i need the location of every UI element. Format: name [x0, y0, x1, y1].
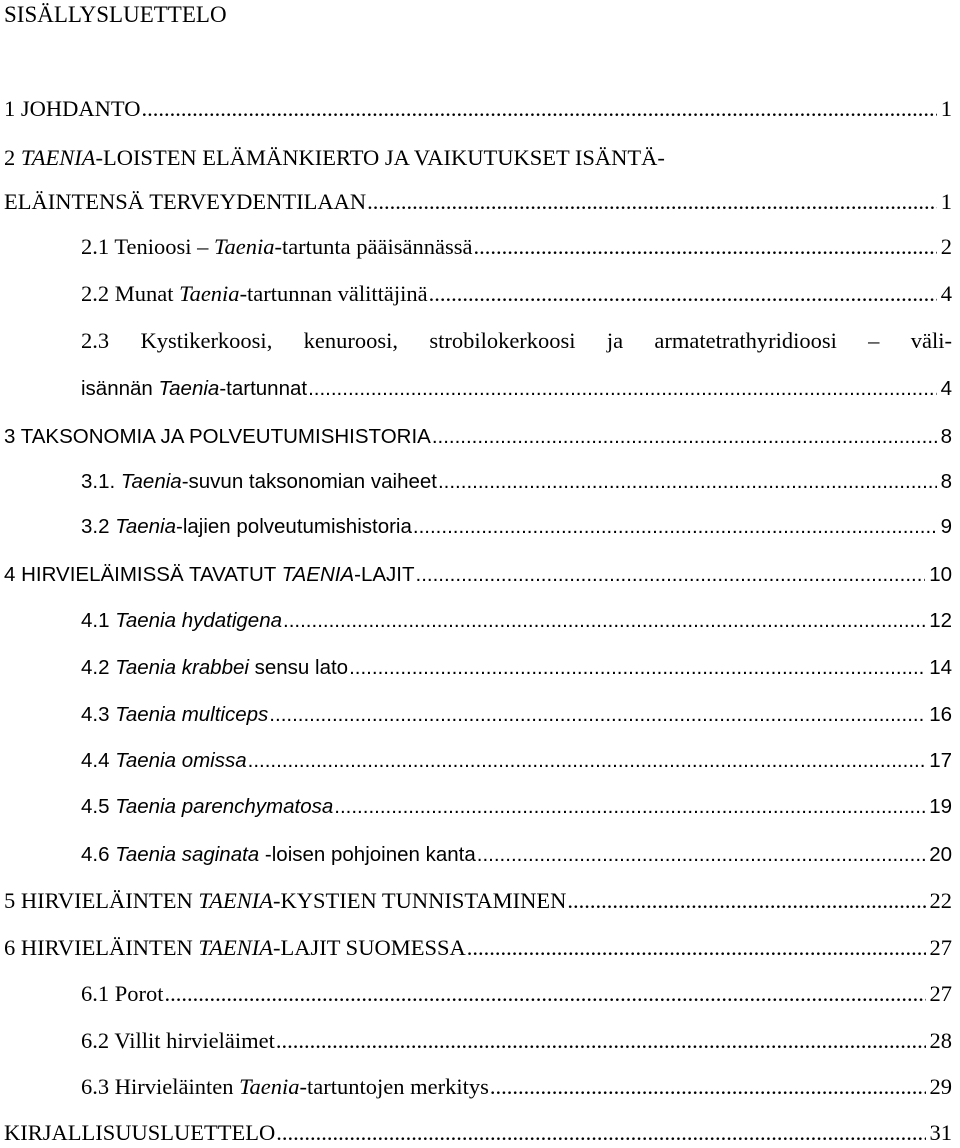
toc-entry-title [4, 560, 415, 590]
toc-entry-title-italic: TAENIA [20, 145, 96, 170]
toc-entry[interactable] [4, 94, 952, 124]
toc-page-number: 29 [929, 1074, 952, 1099]
toc-entry-title-text: 2.1 Tenioosi – [81, 234, 215, 259]
toc-dot-leader [429, 279, 937, 309]
toc-page-number: 1 [940, 189, 952, 214]
toc-page-number: 27 [929, 935, 952, 960]
toc-entry[interactable] [81, 232, 952, 262]
toc-entry[interactable] [81, 700, 952, 730]
toc-page-number: 17 [929, 749, 952, 772]
toc-page-number: 31 [929, 1120, 952, 1145]
toc-dot-leader [248, 746, 926, 776]
toc-entry-title-text: 6.3 Hirvieläinten [81, 1074, 240, 1099]
toc-entry[interactable] [4, 422, 952, 452]
toc-dot-leader [308, 374, 937, 404]
toc-entry-title [81, 653, 348, 683]
toc-entry-title-text: -lajien polveutumishistoria [176, 515, 412, 538]
toc-entry[interactable] [4, 1118, 952, 1148]
toc-page-number: 14 [929, 656, 952, 679]
toc-entry-title-text: -KYSTIEN TUNNISTAMINEN [272, 888, 567, 913]
toc-entry-title-italic: Taenia hydatigena [115, 609, 283, 632]
toc-entry-title-text: 5 HIRVIELÄINTEN [4, 888, 199, 913]
toc-entry[interactable] [4, 933, 952, 963]
toc-dot-leader [438, 467, 937, 497]
toc-entry-title-text: -loisen pohjoinen kanta [259, 843, 476, 866]
toc-entry-title-italic: Taenia [158, 377, 220, 400]
toc-entry[interactable] [81, 326, 952, 356]
toc-entry-title [81, 279, 428, 309]
toc-entry[interactable] [4, 187, 952, 217]
toc-page-number: 12 [929, 609, 952, 632]
toc-dot-leader [349, 653, 925, 683]
toc-entry[interactable] [81, 606, 952, 636]
toc-page-number: 1 [940, 96, 952, 121]
toc-entry-title-italic: TAENIA [281, 563, 355, 586]
toc-entry-title [81, 700, 268, 730]
toc-entry-title-text: 3.1. [81, 470, 121, 493]
toc-entry[interactable] [81, 512, 952, 542]
toc-entry-title [81, 792, 333, 822]
toc-entry-title-italic: Taenia [115, 515, 177, 538]
toc-entry-title-text: 2.2 Munat [81, 281, 180, 306]
toc-entry-title-text: -tartunta pääisännässä [274, 234, 473, 259]
toc-dot-leader [367, 187, 937, 217]
toc-entry-title-text: -LAJIT [354, 563, 415, 586]
toc-dot-leader [276, 1026, 926, 1056]
toc-entry-title [81, 840, 476, 870]
toc-entry[interactable] [81, 1026, 952, 1056]
toc-page-number: 9 [940, 515, 952, 538]
toc-entry-title-text: 4 HIRVIELÄIMISSÄ TAVATUT [4, 563, 282, 586]
toc-page-number: 19 [929, 795, 952, 818]
toc-entry[interactable] [81, 979, 952, 1009]
toc-dot-leader [334, 792, 925, 822]
toc-dot-leader [477, 840, 925, 870]
toc-entry-title-text: 3.2 [81, 515, 116, 538]
toc-entry-title-text: 6.2 Villit hirvieläimet [81, 1028, 275, 1053]
toc-entry-title-text: 6.1 Porot [81, 981, 164, 1006]
toc-page-number: 22 [929, 888, 952, 913]
toc-page-number: 8 [940, 425, 952, 448]
toc-entry[interactable] [4, 143, 952, 173]
toc-entry-title [81, 512, 412, 542]
toc-entry-title [4, 187, 366, 217]
toc-dot-leader [165, 979, 926, 1009]
toc-entry-title-text: 4.4 [81, 749, 116, 772]
toc-entry-title [4, 143, 665, 173]
toc-page-number: 8 [940, 470, 952, 493]
toc-page-number: 4 [940, 281, 952, 306]
toc-dot-leader [283, 606, 925, 636]
toc-entry[interactable] [81, 840, 952, 870]
toc-entry[interactable] [4, 560, 952, 590]
toc-entry-title [81, 1072, 489, 1102]
toc-entry-title-text: 4.3 [81, 703, 116, 726]
toc-dot-leader [432, 422, 937, 452]
toc-dot-leader [490, 1072, 926, 1102]
toc-entry-title-text: 4.5 [81, 795, 116, 818]
toc-entry-title-text: 2 [4, 145, 21, 170]
toc-entry-title-text: sensu lato [248, 656, 349, 679]
toc-entry-title-italic: Taenia [214, 234, 275, 259]
toc-entry-title-italic: TAENIA [198, 888, 273, 913]
toc-dot-leader [276, 1118, 925, 1148]
toc-entry-title-text: -tartuntojen merkitys [299, 1074, 489, 1099]
toc-entry-title-text: isännän [81, 377, 159, 400]
toc-entry-title [4, 933, 466, 963]
toc-entry-title-italic: Taenia omissa [115, 749, 247, 772]
toc-entry-title [81, 1026, 275, 1056]
toc-entry-title [4, 1118, 275, 1148]
toc-entry-title-text: 2.3 Kystikerkoosi, kenuroosi, strobilokerkoosi ja armatetrathyridioosi – väli- [81, 328, 952, 353]
toc-dot-leader [141, 94, 936, 124]
toc-entry[interactable] [81, 746, 952, 776]
toc-entry-title-text: 4.2 [81, 656, 116, 679]
toc-entry-title-text: -suvun taksonomian vaiheet [181, 470, 437, 493]
toc-entry-title-text: KIRJALLISUUSLUETTELO [4, 1120, 276, 1145]
toc-entry[interactable] [81, 374, 952, 404]
toc-entry-title [4, 886, 566, 916]
toc-entry-title-text: ELÄINTENSÄ TERVEYDENTILAAN [4, 189, 367, 214]
toc-dot-leader [474, 232, 937, 262]
toc-entry-title [4, 422, 431, 452]
toc-entry-title-text: -tartunnan välittäjinä [239, 281, 428, 306]
toc-page-number: 2 [940, 234, 952, 259]
toc-entry-title [4, 94, 140, 124]
toc-entry-title [81, 374, 307, 404]
toc-entry-title-italic: Taenia saginata [115, 843, 260, 866]
toc-entry-title [81, 326, 952, 356]
toc-entry-title-italic: Taenia [179, 281, 240, 306]
toc-page-number: 28 [929, 1028, 952, 1053]
toc-entry-title-text: 4.1 [81, 609, 116, 632]
toc-entry-title-text: 4.6 [81, 843, 116, 866]
toc-page-number: 4 [940, 377, 952, 400]
toc-entry-title-text: -LOISTEN ELÄMÄNKIERTO JA VAIKUTUKSET ISÄNTÄ- [95, 145, 665, 170]
toc-entry-title-text: -LAJIT SUOMESSA [272, 935, 466, 960]
toc-entry[interactable] [81, 653, 952, 683]
toc-entry-title-italic: TAENIA [198, 935, 273, 960]
toc-entry-title [81, 606, 282, 636]
toc-dot-leader [416, 560, 926, 590]
toc-entry-title-italic: Taenia [239, 1074, 300, 1099]
toc-entry-title-text: 1 JOHDANTO [4, 96, 141, 121]
toc-entry-title-italic: Taenia [120, 470, 182, 493]
toc-page-number: 16 [929, 703, 952, 726]
toc-entry-title [81, 979, 164, 1009]
toc-dot-leader [269, 700, 925, 730]
toc-dot-leader [567, 886, 925, 916]
toc-page-number: 20 [929, 843, 952, 866]
toc-entry-title [81, 746, 247, 776]
toc-entry-title-italic: Taenia parenchymatosa [115, 795, 334, 818]
toc-page-number: 10 [929, 563, 952, 586]
toc-entry-title [81, 232, 473, 262]
toc-entry[interactable] [81, 467, 952, 497]
toc-entry-title-text: -tartunnat [219, 377, 308, 400]
toc-entry[interactable] [81, 279, 952, 309]
toc-entry[interactable] [81, 1072, 952, 1102]
toc-entry-title [81, 467, 437, 497]
toc-entry[interactable] [81, 792, 952, 822]
toc-entry-title-italic: Taenia multiceps [115, 703, 269, 726]
toc-dot-leader [413, 512, 937, 542]
page-title: SISÄLLYSLUETTELO [4, 2, 227, 27]
toc-entry-title-text: 3 TAKSONOMIA JA POLVEUTUMISHISTORIA [4, 425, 431, 448]
toc-entry-title-text: 6 HIRVIELÄINTEN [4, 935, 199, 960]
toc-entry[interactable] [4, 886, 952, 916]
toc-entry-title-italic: Taenia krabbei [115, 656, 249, 679]
toc-dot-leader [467, 933, 926, 963]
toc-page-number: 27 [929, 981, 952, 1006]
